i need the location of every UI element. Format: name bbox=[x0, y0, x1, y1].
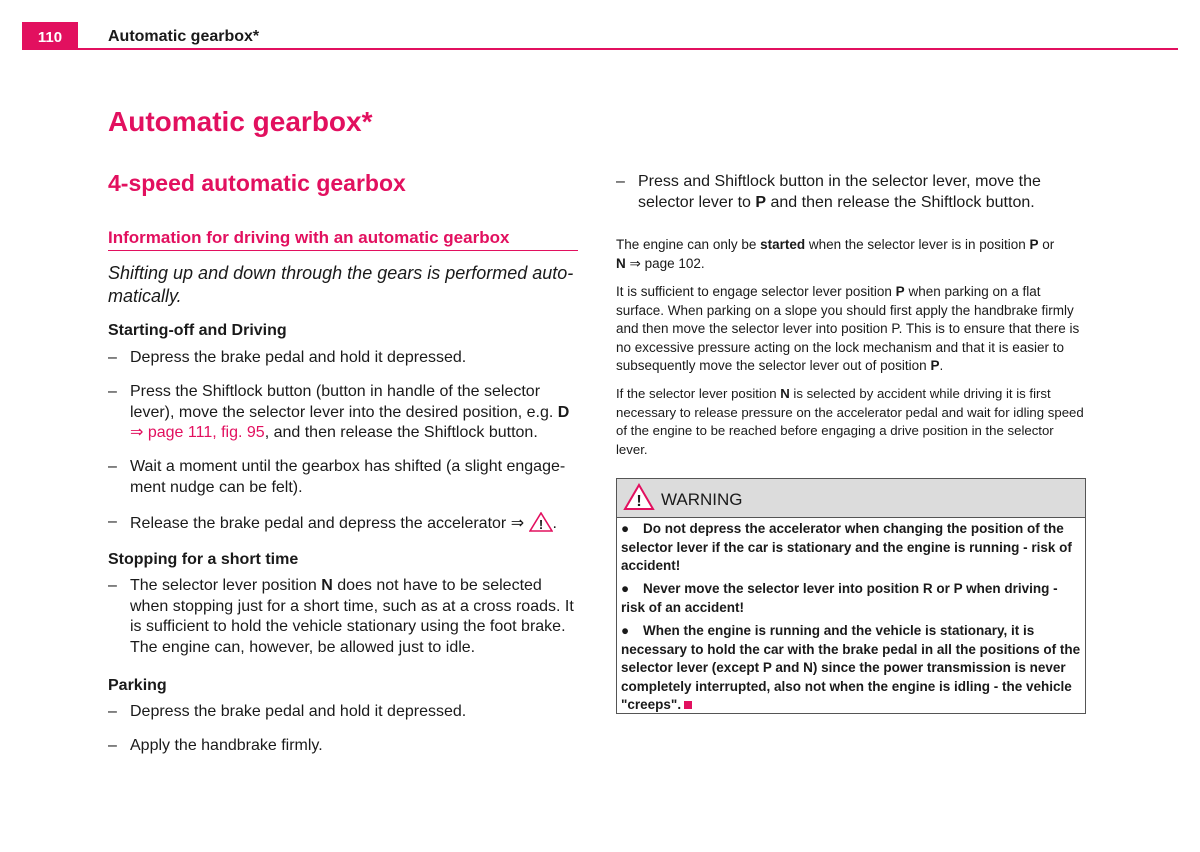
header-divider bbox=[22, 48, 1178, 50]
dash: – bbox=[108, 737, 117, 754]
dash: – bbox=[108, 513, 117, 530]
warning-box bbox=[616, 478, 1086, 714]
stopping-heading: Stopping for a short time bbox=[108, 551, 299, 568]
page-reference-link[interactable]: ⇒ page 111, fig. 95 bbox=[130, 424, 265, 441]
parking-heading: Parking bbox=[108, 677, 167, 694]
warning-triangle-icon bbox=[623, 483, 655, 511]
list-item bbox=[108, 736, 578, 757]
end-square-icon bbox=[684, 701, 692, 709]
running-title: Automatic gearbox* bbox=[108, 28, 260, 45]
paragraph: It is sufficient to engage selector lever position P when parking on a flat surface. When parking on a slope you should first apply the handbrake firmly and then move the selector lever into position P. This is to ensure that there is no excessive pressure acting on the lock mechanism and that it is easier to subsequently move the selector lever out of position P. bbox=[616, 284, 1080, 373]
chapter-title: Automatic gearbox* bbox=[108, 106, 373, 137]
step-text: Release the brake pedal and depress the accelerator ⇒ bbox=[130, 515, 529, 532]
dash: – bbox=[108, 577, 117, 594]
list-item bbox=[108, 576, 578, 658]
paragraph: If the selector lever position N is selected by accident while driving it is first necessary to release pressure on the accelerator pedal and wait for idling speed of the engine to be reached before engaging a drive position in the selector lever. bbox=[616, 386, 1084, 457]
dash: – bbox=[616, 173, 625, 190]
position-n: N bbox=[321, 577, 333, 594]
warning-exclamation: ! bbox=[636, 493, 642, 510]
position-p: P bbox=[755, 193, 767, 211]
list-item bbox=[108, 457, 578, 498]
intro-text: Shifting up and down through the gears is performed auto-matically. bbox=[108, 263, 574, 306]
warning-header bbox=[617, 479, 1085, 518]
dash: – bbox=[108, 458, 117, 475]
dash: – bbox=[108, 383, 117, 400]
paragraph: The engine can only be started when the selector lever is in position P or N ⇒ page 102. bbox=[616, 237, 1055, 271]
step-text: and then release the Shiftlock button. bbox=[766, 193, 1035, 211]
step-text: Press the Shiftlock button (button in handle of the selector lever), move the selector lever into the desired position, e.g. bbox=[130, 383, 558, 421]
step-text: Depress the brake pedal and hold it depressed. bbox=[130, 349, 467, 366]
warning-item: ● Do not depress the accelerator when changing the position of the selector lever if the car is stationary and the engine is running - risk of accident! bbox=[621, 521, 1072, 573]
starting-heading: Starting-off and Driving bbox=[108, 322, 287, 339]
subsection-title: Information for driving with an automatic gearbox bbox=[108, 228, 578, 251]
list-item bbox=[108, 382, 578, 444]
step-text: , and then release the Shiftlock button. bbox=[264, 424, 538, 441]
warning-item: ● When the engine is running and the vehicle is stationary, it is necessary to hold the car with the brake pedal in all the positions of the selector lever (except P and N) since the power transmission is never completely interrupted, also not when the engine is idling - the vehicle "creeps". bbox=[621, 623, 1081, 712]
step-text: Press and Shiftlock button in the selector lever, move the selector lever to bbox=[638, 173, 1041, 211]
step-end-period: . bbox=[552, 515, 557, 532]
position-d: D bbox=[557, 403, 570, 421]
list-item bbox=[108, 348, 578, 369]
warning-triangle-icon[interactable] bbox=[529, 512, 553, 532]
list-item bbox=[616, 172, 1086, 213]
bullet: ● bbox=[621, 623, 630, 638]
step-text: Wait a moment until the gearbox has shifted (a slight engage-ment nudge can be felt). bbox=[130, 458, 566, 496]
page-number: 110 bbox=[22, 22, 78, 50]
bullet: ● bbox=[621, 581, 630, 596]
dash: – bbox=[108, 349, 117, 366]
step-text: Depress the brake pedal and hold it depressed. bbox=[130, 703, 467, 720]
bullet: ● bbox=[621, 521, 630, 536]
section-title: 4-speed automatic gearbox bbox=[108, 170, 406, 196]
page-reference-link[interactable]: ⇒ page 102. bbox=[625, 255, 705, 271]
list-item bbox=[108, 512, 578, 535]
step-text: does not have to be selected when stopping just for a short time, such as at a cross roads. It is sufficient to hold the vehicle stationary using the foot brake. The engine can, however, be allowed just to idle. bbox=[130, 577, 574, 656]
warning-title: WARNING bbox=[661, 490, 743, 509]
step-text: The selector lever position bbox=[130, 577, 322, 594]
list-item bbox=[108, 702, 578, 723]
warning-exclamation: ! bbox=[538, 517, 543, 532]
dash: – bbox=[108, 703, 117, 720]
warning-item: ● Never move the selector lever into position R or P when driving - risk of an accident! bbox=[621, 581, 1058, 615]
step-text: Apply the handbrake firmly. bbox=[130, 737, 323, 754]
